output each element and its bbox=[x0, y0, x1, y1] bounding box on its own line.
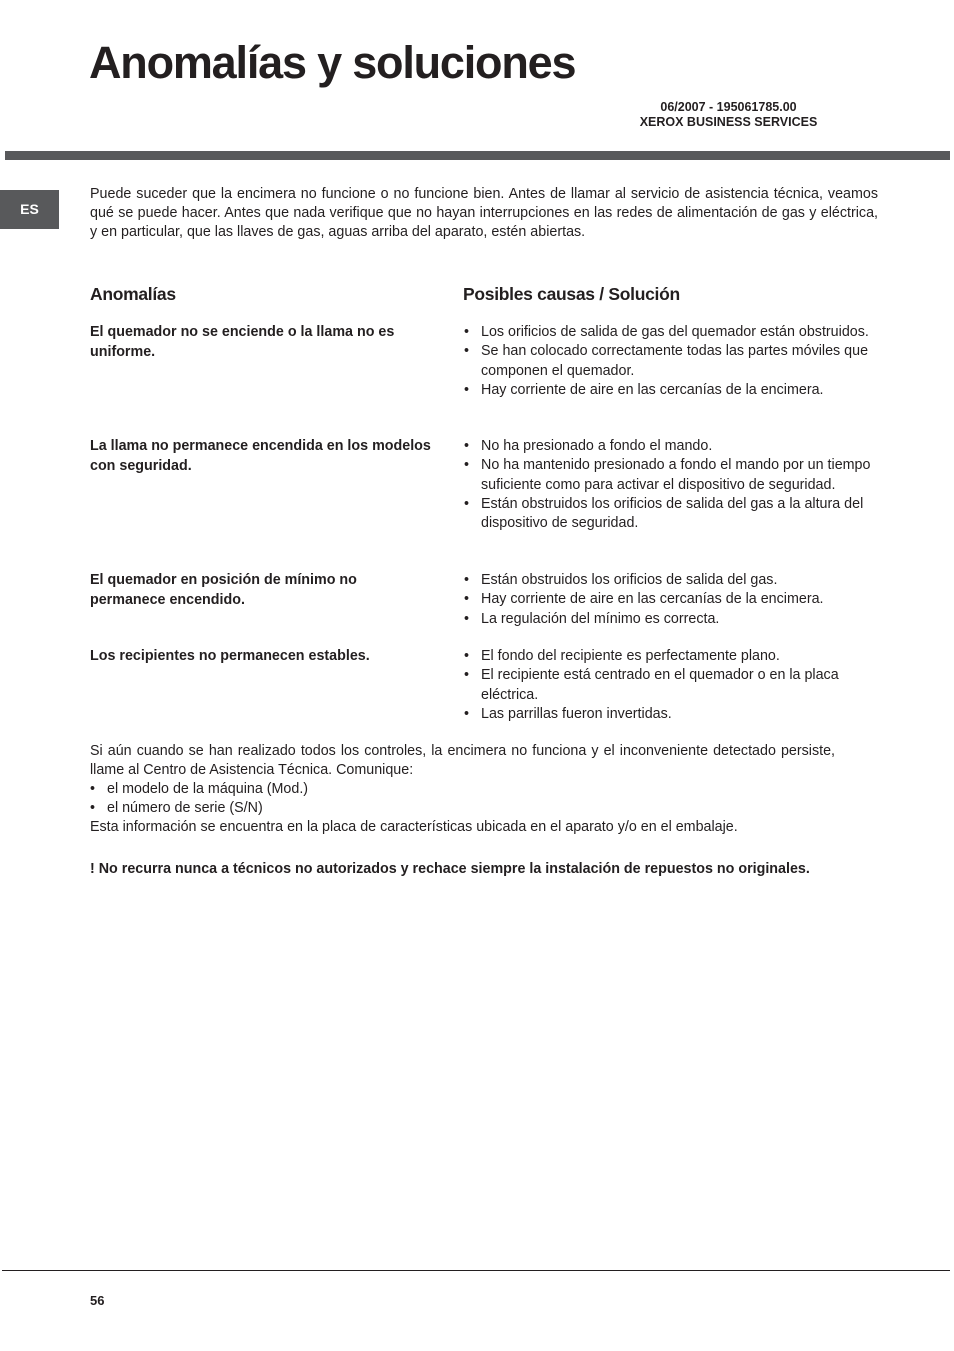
header-divider-bar bbox=[5, 151, 950, 160]
causes-list-minimum-position-off bbox=[463, 571, 883, 629]
intro-paragraph: Puede suceder que la encimera no funcione o no funcione bien. Antes de llamar al servicio de asistencia técnica, veamos qué se puede hacer. Antes que nada verifique que no hayan interrupciones en las redes de alimentación de gas y eléctrica, y en particular, que las llaves de gas, aguas arriba del aparato, estén abiertas. bbox=[90, 186, 878, 240]
cause-item: • No ha mantenido presionado a fondo el mando por un tiempo suficiente como para activar el dispositivo de seguridad. bbox=[463, 456, 883, 495]
anomalies-column-heading: Anomalías bbox=[90, 284, 176, 304]
support-info-item: • el modelo de la máquina (Mod.) bbox=[90, 780, 835, 799]
causes-list-pans-unstable bbox=[463, 647, 883, 724]
anomaly-minimum-position-off: El quemador en posición de mínimo no permanece encendido. bbox=[90, 572, 357, 608]
anomaly-flame-not-staying-lit: La llama no permanece encendida en los modelos con seguridad. bbox=[90, 438, 431, 474]
cause-item: • No ha presionado a fondo el mando. bbox=[463, 437, 883, 456]
document-code: 06/2007 - 195061785.00 bbox=[660, 100, 797, 114]
causes-list-flame-not-staying-lit bbox=[463, 437, 883, 533]
causes-column-heading: Posibles causas / Solución bbox=[463, 284, 680, 304]
warning-notice: ! No recurra nunca a técnicos no autorizados y rechace siempre la instalación de repuestos no originales. bbox=[90, 861, 810, 877]
rating-plate-note: Esta información se encuentra en la placa de características ubicada en el aparato y/o en el embalaje. bbox=[90, 819, 738, 835]
support-instructions bbox=[90, 742, 835, 837]
anomaly-burner-not-lighting: El quemador no se enciende o la llama no es uniforme. bbox=[90, 324, 395, 360]
cause-item: • Las parrillas fueron invertidas. bbox=[463, 705, 883, 724]
anomaly-pans-unstable: Los recipientes no permanecen estables. bbox=[90, 648, 370, 664]
language-tab: ES bbox=[0, 190, 59, 229]
support-info-list bbox=[90, 780, 835, 818]
footer-divider bbox=[2, 1270, 950, 1271]
support-paragraph: Si aún cuando se han realizado todos los controles, la encimera no funciona y el inconveniente detectado persiste, llame al Centro de Asistencia Técnica. Comunique: bbox=[90, 743, 835, 778]
cause-item: • El fondo del recipiente es perfectamente plano. bbox=[463, 647, 883, 666]
cause-item: • Hay corriente de aire en las cercanías de la encimera. bbox=[463, 381, 883, 400]
document-reference bbox=[626, 100, 831, 130]
cause-item: • Los orificios de salida de gas del quemador están obstruidos. bbox=[463, 323, 883, 342]
page-title: Anomalías y soluciones bbox=[89, 37, 576, 88]
publisher-name: XEROX BUSINESS SERVICES bbox=[639, 115, 818, 129]
page-number: 56 bbox=[90, 1293, 105, 1308]
support-info-item: • el número de serie (S/N) bbox=[90, 799, 835, 818]
cause-item: • Están obstruidos los orificios de salida del gas a la altura del dispositivo de seguridad. bbox=[463, 495, 883, 534]
cause-item: • Están obstruidos los orificios de salida del gas. bbox=[463, 571, 883, 590]
cause-item: • El recipiente está centrado en el quemador o en la placa eléctrica. bbox=[463, 666, 883, 705]
cause-item: • Se han colocado correctamente todas las partes móviles que componen el quemador. bbox=[463, 342, 883, 381]
cause-item: • Hay corriente de aire en las cercanías de la encimera. bbox=[463, 590, 883, 609]
cause-item: • La regulación del mínimo es correcta. bbox=[463, 610, 883, 629]
causes-list-burner-not-lighting bbox=[463, 323, 883, 400]
